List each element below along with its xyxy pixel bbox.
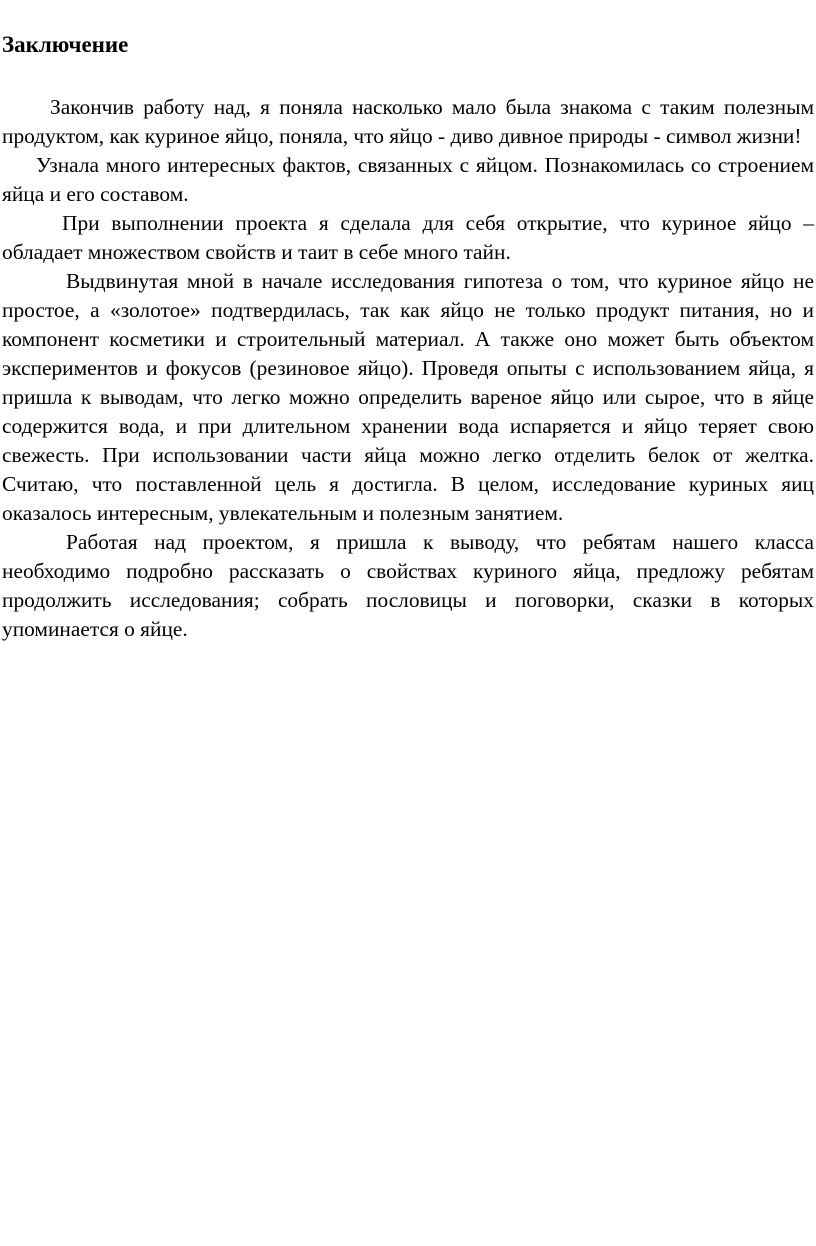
paragraph-discovery: При выполнении проекта я сделала для себя открытие, что куриное яйцо – обладает множеством свойств и таит в себе много тайн. bbox=[2, 211, 814, 264]
paragraph-intro: Закончив работу над, я поняла насколько мало была знакома с таким полезным продуктом, как куриное яйцо, поняла, что яйцо - диво дивное природы - символ жизни! bbox=[2, 95, 814, 148]
document-body bbox=[2, 93, 814, 644]
page-title: Заключение bbox=[2, 32, 129, 57]
paragraph-conclusion: Работая над проектом, я пришла к выводу, что ребятам нашего класса необходимо подробно рассказать о свойствах куриного яйца, предложу ребятам продолжить исследования; собрать пословицы и поговорки, сказки в которых упоминается о яйце. bbox=[2, 530, 814, 641]
paragraph-facts: Узнала много интересных фактов, связанных с яйцом. Познакомилась со строением яйца и его составом. bbox=[2, 153, 814, 206]
paragraph-hypothesis: Выдвинутая мной в начале исследования гипотеза о том, что куриное яйцо не простое, а «золотое» подтвердилась, так как яйцо не только продукт питания, но и компонент косметики и строительный материал. А также оно может быть объектом экспериментов и фокусов (резиновое яйцо). Проведя опыты с использованием яйца, я пришла к выводам, что легко можно определить вареное яйцо или сырое, что в яйце содержится вода, и при длительном хранении вода испаряется и яйцо теряет свою свежесть. При использовании части яйца можно легко отделить белок от желтка. Считаю, что поставленной цель я достигла. В целом, исследование куриных яиц оказалось интересным, увлекательным и полезным занятием. bbox=[2, 269, 814, 525]
